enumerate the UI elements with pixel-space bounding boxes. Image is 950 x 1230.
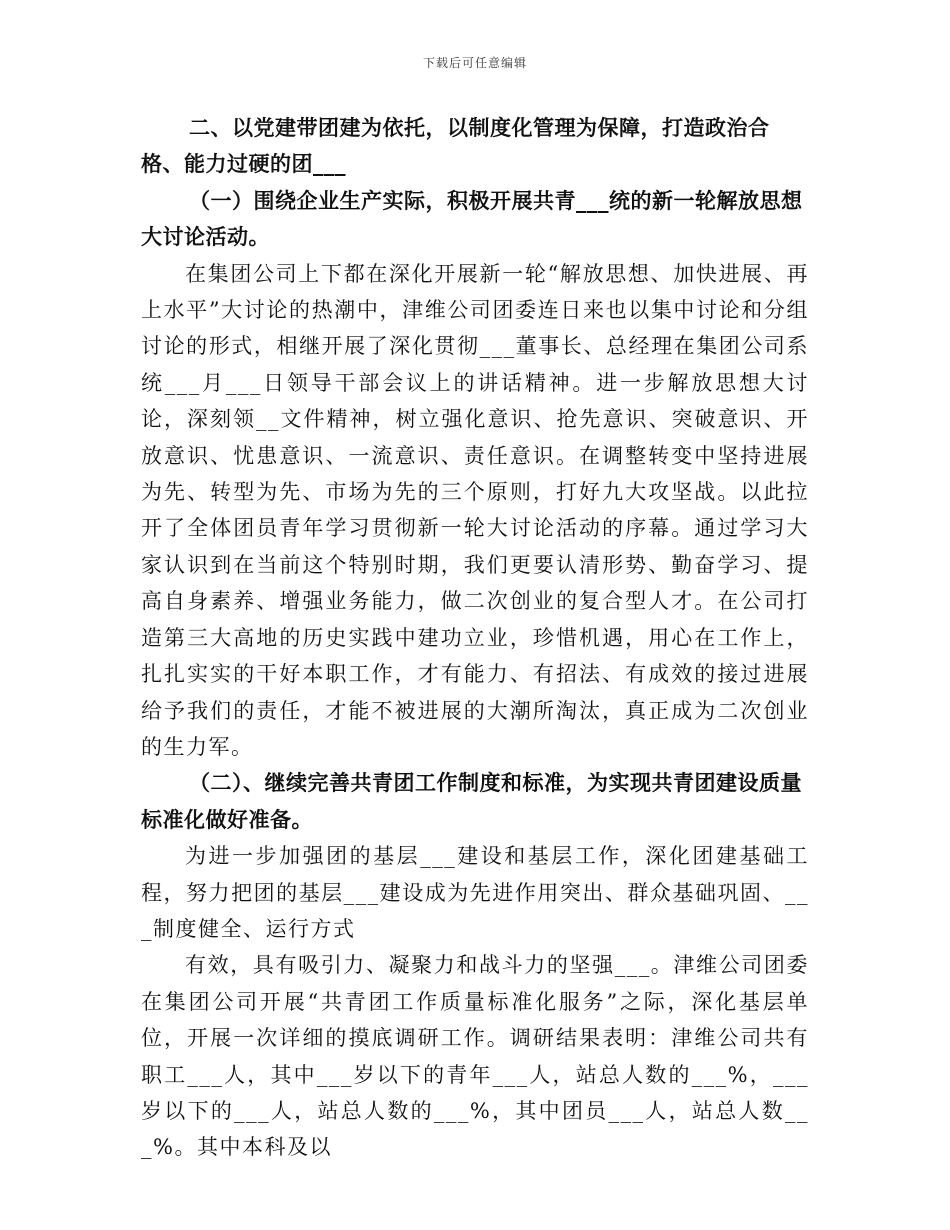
section-heading-1: （一）围绕企业生产实际，积极开展共青___统的新一轮解放思想大讨论活动。: [141, 188, 803, 250]
paragraph-3: 有效，具有吸引力、凝聚力和战斗力的坚强___。津维公司团委在集团公司开展“共青团工作质量标准化服务”之际，深化基层单位，开展一次详细的摸底调研工作。调研结果表明：津维公司共有职工___人，其中___岁以下的青年___人，站总人数的___%，___岁以下的___人，站总人数的___%，其中团员___人，站总人数___%。其中本科及以: [141, 953, 809, 1160]
section-heading-main: 二、以党建带团建为依托，以制度化管理为保障，打造政治合格、能力过硬的团___: [141, 116, 770, 177]
document-body: [141, 110, 809, 1166]
paragraph-2: 为进一步加强团的基层___建设和基层工作，深化团建基础工程，努力把团的基层___建设成为先进作用突出、群众基础巩固、___制度健全、运行方式: [141, 844, 809, 941]
paragraph-1: 在集团公司上下都在深化开展新一轮“解放思想、加快进展、再上水平”大讨论的热潮中，津维公司团委连日来也以集中讨论和分组讨论的形式，相继开展了深化贯彻___董事长、总经理在集团公司系统___月___日领导干部会议上的讲话精神。进一步解放思想大讨论，深刻领__文件精神，树立强化意识、抢先意识、突破意识、开放意识、忧患意识、一流意识、责任意识。在调整转变中坚持进展为先、转型为先、市场为先的三个原则，打好九大攻坚战。以此拉开了全体团员青年学习贯彻新一轮大讨论活动的序幕。通过学习大家认识到在当前这个特别时期，我们更要认清形势、勤奋学习、提高自身素养、增强业务能力，做二次创业的复合型人才。在公司打造第三大高地的历史实践中建功立业，珍惜机遇，用心在工作上，扎扎实实的干好本职工作，才有能力、有招法、有成效的接过进展给予我们的责任，才能不被进展的大潮所淘汰，真正成为二次创业的生力军。: [141, 261, 809, 759]
header-note: 下载后可任意编辑: [422, 56, 527, 70]
section-heading-2: （二）、继续完善共青团工作制度和标准，为实现共青团建设质量标准化做好准备。: [141, 771, 802, 832]
